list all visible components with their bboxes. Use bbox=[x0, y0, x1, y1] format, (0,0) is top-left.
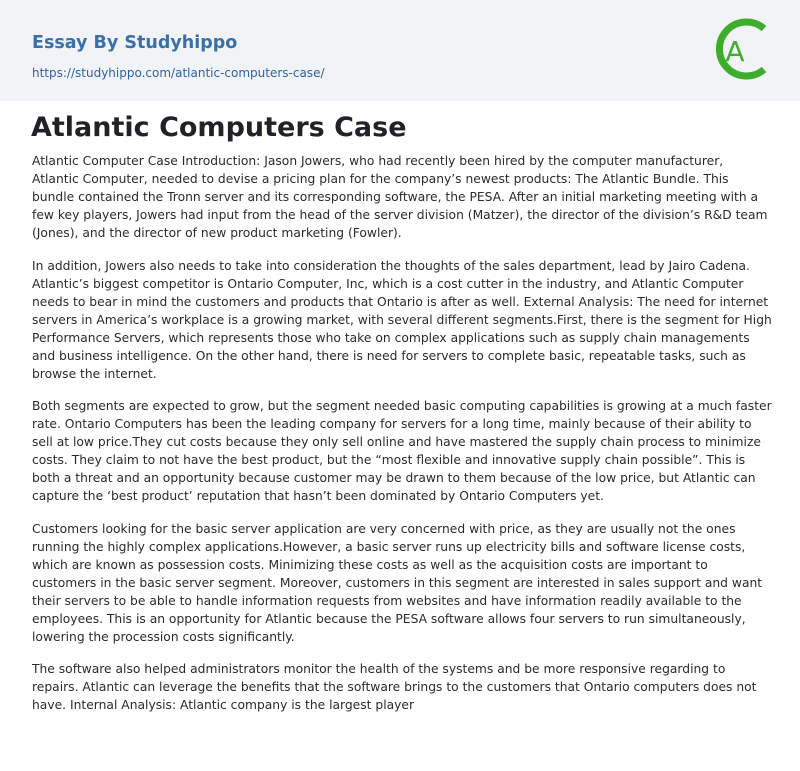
page-header bbox=[0, 0, 800, 101]
essay-paragraph: The software also helped administrators monitor the health of the systems and be more responsive regarding to repairs. Atlantic can leverage the benefits that the software brings to the customers that Ontario computers does not have. Internal Analysis: Atlantic company is the largest player bbox=[32, 662, 757, 712]
page-title: Atlantic Computers Case bbox=[31, 112, 407, 143]
essay-paragraph: Both segments are expected to grow, but the segment needed basic computing capabilities is growing at a much faster rate. Ontario Computers has been the leading company for servers for a long time, mainly because of their ability to sell at low price.They cut costs because they only sell online and have mastered the supply chain process to minimize costs. They claim to not have the best product, but the “most flexible and innovative supply chain possible”. This is both a threat and an opportunity because customer may be drawn to them because of the low price, but Atlantic can capture the ‘best product’ reputation that hasn’t been dominated by Ontario Computers yet. bbox=[32, 399, 772, 503]
essay-paragraph: Customers looking for the basic server application are very concerned with price, as they are usually not the ones running the highly complex applications.However, a basic server runs up electricity bills and software license costs, which are known as possession costs. Minimizing these costs as well as the acquisition costs are important to customers in the basic server segment. Moreover, customers in this segment are interested in sales support and want their servers to be able to handle information requests from websites and have information readily available to the employees. This is an opportunity for Atlantic because the PESA software allows four servers to run simultaneously, lowering the procession costs significantly. bbox=[32, 521, 763, 644]
site-brand: Essay By Studyhippo bbox=[32, 33, 238, 53]
essay-body bbox=[32, 152, 772, 729]
studyhippo-logo-icon[interactable] bbox=[712, 13, 772, 85]
essay-paragraph: Atlantic Computer Case Introduction: Jason Jowers, who had recently been hired by the computer manufacturer, Atlantic Computer, needed to devise a pricing plan for the company’s newest products: The Atlantic Bundle. This bundle contained the Tronn server and its corresponding software, the PESA. After an initial marketing meeting with a few key players, Jowers had input from the head of the server division (Matzer), the director of the division’s R&D team (Jones), and the director of new product marketing (Fowler). bbox=[32, 154, 768, 240]
logo-letter: A bbox=[725, 35, 745, 68]
essay-paragraph: In addition, Jowers also needs to take into consideration the thoughts of the sales department, lead by Jairo Cadena. Atlantic’s biggest competitor is Ontario Computer, Inc, which is a cost cutter in the industry, and Atlantic Computer needs to bear in mind the customers and products that Ontario is after as well. External Analysis: The need for internet servers in America’s workplace is a growing market, with several different segments.First, there is the segment for High Performance Servers, which represents those who take on complex applications such as supply chain managements and business intelligence. On the other hand, there is need for servers to complete basic, repeatable tasks, such as browse the internet. bbox=[32, 258, 772, 381]
essay-url-link[interactable]: https://studyhippo.com/atlantic-computers-case/ bbox=[32, 66, 325, 80]
